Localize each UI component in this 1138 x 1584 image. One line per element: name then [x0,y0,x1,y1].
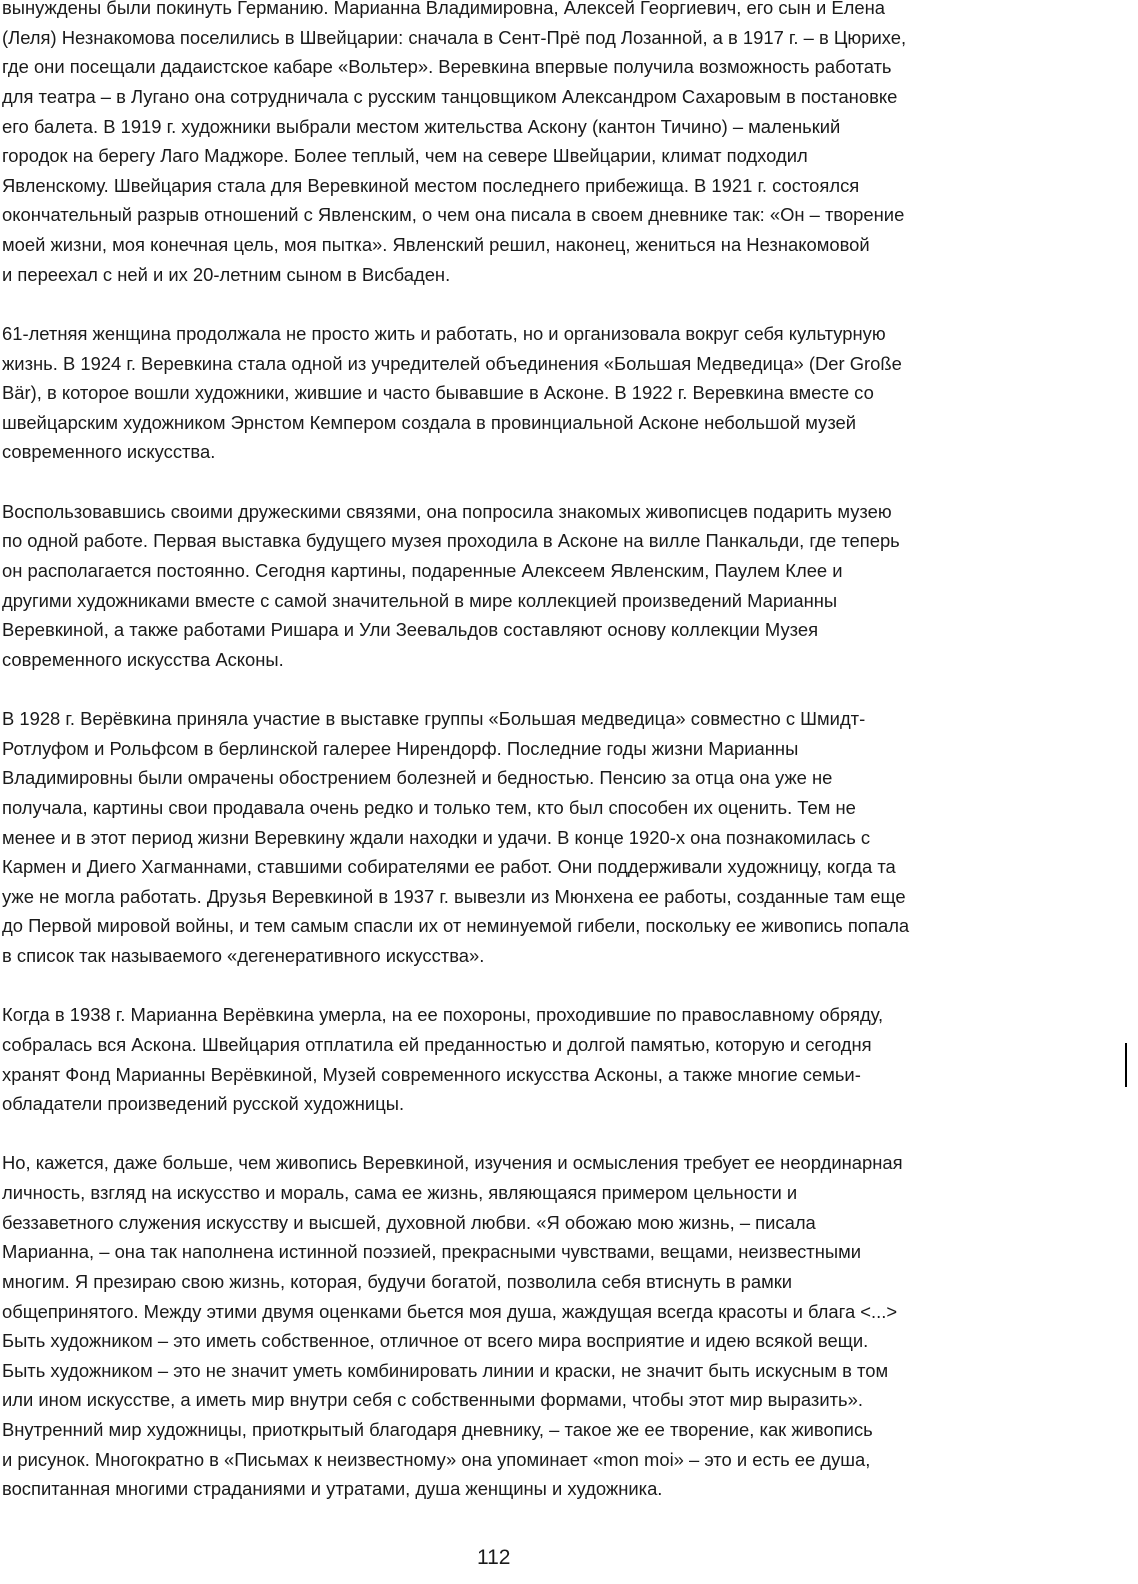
text-line: вынуждены были покинуть Германию. Марианна Владимировна, Алексей Георгиевич, его сын и Елена [2,0,886,18]
text-line: Внутренний мир художницы, приоткрытый благодаря дневнику, – такое же ее творение, как живопись [2,1419,873,1440]
text-line: современного искусства. [2,441,216,463]
text-line: беззаветного служения искусству и высшей, духовной любви. «Я обожаю мою жизнь, – писала [2,1211,816,1233]
text-line: получала, картины свои продавала очень редко и только тем, кто был способен их оценить. Тем не [2,796,856,818]
paragraph [2,1000,992,1119]
paragraph-gap [2,289,992,319]
paragraph-gap [2,467,992,497]
text-line: собралась вся Аскона. Швейцария отплатила ей преданностью и долгой памятью, которую и сегодня [2,1033,872,1055]
text-line: жизнь. В 1924 г. Веревкина стала одной из учредителей объединения «Большая Медведица» (Der Große [2,352,902,374]
text-line: он располагается постоянно. Сегодня картины, подаренные Алексеем Явленским, Паулем Клее и [2,559,843,581]
text-line: менее и в этот период жизни Веревкину ждали находки и удачи. В конце 1920-х она познакомилась с [2,826,871,848]
text-line: общепринятого. Между этими двумя оценками бьется моя душа, жаждущая всегда красоты и блага <...> [2,1300,898,1322]
paragraph-gap [2,1119,992,1149]
paragraph [2,0,992,289]
paragraph [2,1148,992,1504]
text-line: Марианна, – она так наполнена истинной поэзией, прекрасными чувствами, вещами, неизвестными [2,1241,862,1263]
text-line: окончательный разрыв отношений с Явленским, о чем она писала в своем дневнике так: «Он – творение [2,204,905,226]
margin-bar-mark [1125,1043,1127,1087]
text-line: Быть художником – это не значит уметь комбинировать линии и краски, не значит быть искусным в том [2,1359,889,1381]
text-line: Когда в 1938 г. Марианна Верёвкина умерла, на ее похороны, проходившие по православному обряду, [2,1004,884,1026]
paragraph [2,704,992,971]
text-line: Веревкиной, а также работами Ришара и Ули Зеевальдов составляют основу коллекции Музея [2,619,819,641]
text-line: воспитанная многими страданиями и утратами, душа женщины и художника. [2,1478,663,1500]
text-line: для театра – в Лугано она сотрудничала с русским танцовщиком Александром Сахаровым в постановке [2,85,898,107]
text-line: другими художниками вместе с самой значительной в мире коллекцией произведений Марианны [2,589,838,611]
text-line: его балета. В 1919 г. художники выбрали местом жительства Аскону (кантон Тичино) – маленький [2,115,841,137]
text-line: где они посещали дадаистское кабаре «Вольтер». Веревкина впервые получила возможность работать [2,56,892,78]
text-line: современного искусства Асконы. [2,648,284,670]
text-line: или ином искусстве, а иметь мир внутри себя с собственными формами, чтобы этот мир выразить». [2,1389,863,1411]
text-line: по одной работе. Первая выставка будущего музея проходила в Асконе на вилле Панкальди, где теперь [2,530,900,552]
paragraph [2,319,992,467]
page-body-text [2,0,992,1504]
text-line: Явленскому. Швейцария стала для Веревкиной местом последнего прибежища. В 1921 г. состоялся [2,174,860,196]
text-line: и переехал с ней и их 20-летним сыном в Висбаден. [2,263,451,285]
text-line: Но, кажется, даже больше, чем живопись Веревкиной, изучения и осмысления требует ее неординарная [2,1152,903,1174]
text-line: Быть художником – это иметь собственное, отличное от всего мира восприятие и идею всякой вещи. [2,1330,869,1352]
text-line: Bär), в которое вошли художники, жившие и часто бывавшие в Асконе. В 1922 г. Веревкина вместе со [2,382,874,404]
text-line: хранят Фонд Марианны Верёвкиной, Музей современного искусства Асконы, а также многие семьи- [2,1063,861,1085]
page-number: 112 [477,1546,511,1569]
text-line: В 1928 г. Верёвкина приняла участие в выставке группы «Большая медведица» совместно с Шмидт- [2,708,866,729]
text-line: и рисунок. Многократно в «Письмах к неизвестному» она упоминает «mon moi» – это и есть ее душа, [2,1448,871,1470]
text-line: швейцарским художником Эрнстом Кемпером создала в провинциальной Асконе небольшой музей [2,411,857,433]
paragraph [2,497,992,675]
text-line: до Первой мировой войны, и тем самым спасли их от неминуемой гибели, поскольку ее живопись попала [2,915,910,937]
text-line: Владимировны были омрачены обострением болезней и бедностью. Пенсию за отца она уже не [2,767,833,789]
text-line: обладатели произведений русской художницы. [2,1093,405,1115]
text-line: городок на берегу Лаго Маджоре. Более теплый, чем на севере Швейцарии, климат подходил [2,145,808,167]
text-line: личность, взгляд на искусство и мораль, сама ее жизнь, являющаяся примером цельности и [2,1182,798,1203]
text-line: (Леля) Незнакомова поселились в Швейцарии: сначала в Сент-Прё под Лозанной, а в 1917 г. – в Цюрихе, [2,26,907,48]
text-line: многим. Я презираю свою жизнь, которая, будучи богатой, позволила себя втиснуть в рамки [2,1270,793,1292]
text-line: 61-летняя женщина продолжала не просто жить и работать, но и организовала вокруг себя культурную [2,322,886,344]
text-line: Ротлуфом и Рольфсом в берлинской галерее Нирендорф. Последние годы жизни Марианны [2,737,799,759]
text-line: Воспользовавшись своими дружескими связями, она попросила знакомых живописцев подарить музею [2,500,892,522]
paragraph-gap [2,971,992,1001]
paragraph-gap [2,674,992,704]
text-line: Кармен и Диего Хагманнами, ставшими собирателями ее работ. Они поддерживали художницу, когда та [2,856,896,878]
text-line: моей жизни, моя конечная цель, моя пытка». Явленский решил, наконец, жениться на Незнакомовой [2,234,870,255]
text-line: в список так называемого «дегенеративного искусства». [2,945,485,966]
text-line: уже не могла работать. Друзья Веревкиной в 1937 г. вывезли из Мюнхена ее работы, созданные там еще [2,885,906,907]
